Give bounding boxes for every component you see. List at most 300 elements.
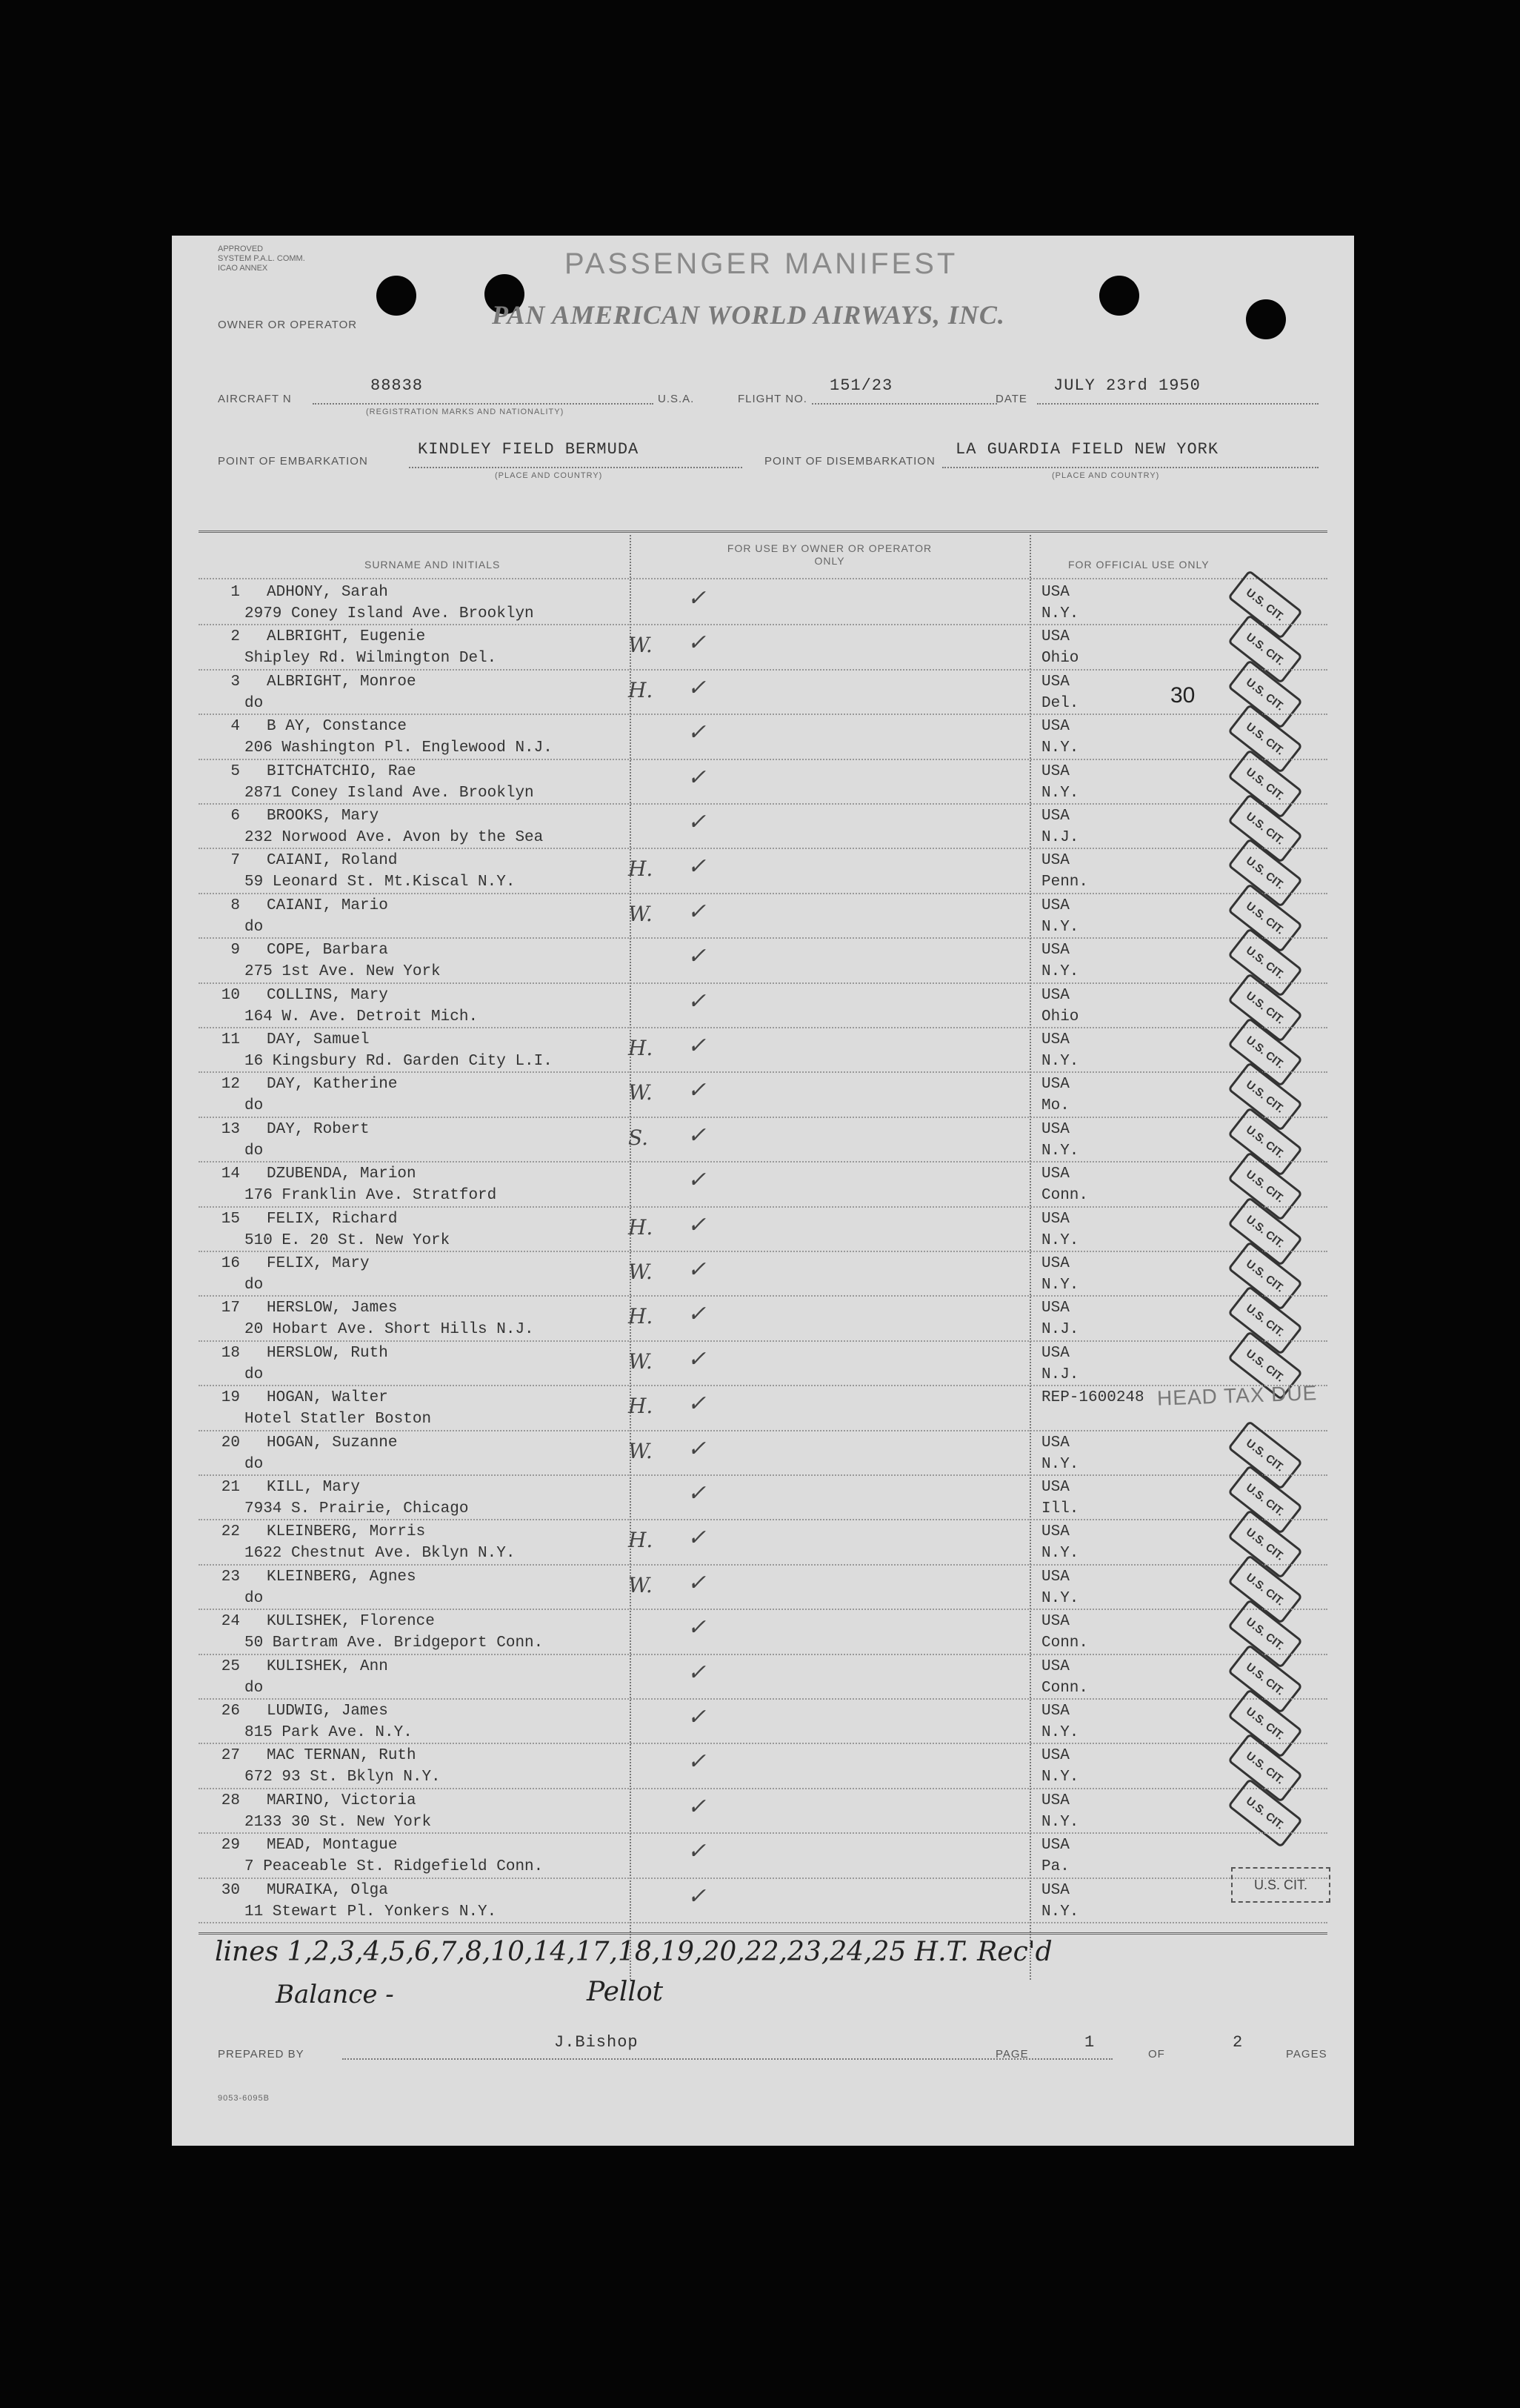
passenger-number: 29 <box>221 1837 240 1855</box>
check-mark-icon: ✓ <box>687 1614 707 1641</box>
passenger-row <box>199 1386 1324 1431</box>
passenger-address: do <box>244 918 264 936</box>
passenger-number: 13 <box>221 1120 240 1138</box>
passenger-address: 16 Kingsbury Rd. Garden City L.I. <box>244 1053 553 1070</box>
passenger-nationality: USA <box>1041 584 1070 601</box>
check-mark-icon: ✓ <box>687 809 707 835</box>
passenger-row <box>199 1879 1324 1923</box>
prepared-label: PREPARED BY <box>218 2048 304 2061</box>
passenger-number: 30 <box>221 1881 240 1899</box>
check-mark-icon: ✓ <box>687 1838 707 1865</box>
operator-mark: W. <box>628 1080 653 1105</box>
check-mark-icon: ✓ <box>687 1033 707 1059</box>
approved-line: SYSTEM P.A.L. COMM. <box>218 254 305 263</box>
passenger-residence: Conn. <box>1041 1187 1089 1205</box>
passenger-number: 15 <box>221 1210 240 1228</box>
passenger-nationality: USA <box>1041 1837 1070 1855</box>
passenger-number: 20 <box>221 1434 240 1451</box>
passenger-nationality: USA <box>1041 1344 1070 1362</box>
passenger-residence: Conn. <box>1041 1634 1089 1652</box>
us-cit-stamp: U.S. CIT. <box>1227 1554 1303 1624</box>
passenger-nationality: USA <box>1041 986 1070 1004</box>
underline <box>812 403 997 405</box>
check-mark-icon: ✓ <box>687 1167 707 1194</box>
operator-mark: W. <box>628 901 653 926</box>
passenger-address: 50 Bartram Ave. Bridgeport Conn. <box>244 1634 544 1652</box>
passenger-residence: Ill. <box>1041 1500 1079 1517</box>
passenger-row <box>199 671 1324 715</box>
passenger-residence: N.Y. <box>1041 1231 1079 1249</box>
us-cit-stamp: U.S. CIT. <box>1227 1599 1303 1669</box>
passenger-nationality: USA <box>1041 1120 1070 1138</box>
passenger-row <box>199 1610 1324 1654</box>
embark-caption: (PLACE AND COUNTRY) <box>495 471 603 480</box>
us-cit-stamp: U.S. CIT. <box>1227 1107 1303 1177</box>
passenger-name: HOGAN, Walter <box>267 1389 388 1407</box>
passenger-number: 5 <box>230 762 240 780</box>
operator-mark: W. <box>628 633 653 658</box>
passenger-nationality: USA <box>1041 718 1070 736</box>
us-cit-stamp: U.S. CIT. <box>1227 1062 1303 1131</box>
passenger-row <box>199 1700 1324 1744</box>
passenger-row <box>199 805 1324 849</box>
passenger-name: CAIANI, Roland <box>267 852 398 870</box>
passenger-row <box>199 1252 1324 1297</box>
passenger-address: 275 1st Ave. New York <box>244 963 441 981</box>
passenger-name: DAY, Robert <box>267 1120 370 1138</box>
passenger-row <box>199 1431 1324 1476</box>
passenger-nationality: USA <box>1041 1657 1070 1675</box>
col-surname: SURNAME AND INITIALS <box>364 559 501 571</box>
passenger-nationality: USA <box>1041 1747 1070 1765</box>
check-mark-icon: ✓ <box>687 1749 707 1775</box>
us-cit-stamp: U.S. CIT. <box>1227 1196 1303 1265</box>
passenger-row <box>199 1520 1324 1565</box>
us-cit-stamp-flat: U.S. CIT. <box>1231 1867 1330 1903</box>
us-cit-stamp: U.S. CIT. <box>1227 972 1303 1042</box>
us-cit-stamp: U.S. CIT. <box>1227 1331 1303 1400</box>
check-mark-icon: ✓ <box>687 1659 707 1686</box>
operator-mark: W. <box>628 1572 653 1597</box>
us-cit-stamp: U.S. CIT. <box>1227 1643 1303 1713</box>
operator-mark: W. <box>628 1438 653 1463</box>
passenger-number: 11 <box>221 1031 240 1048</box>
check-mark-icon: ✓ <box>687 898 707 925</box>
check-mark-icon: ✓ <box>687 1793 707 1820</box>
passenger-residence: N.Y. <box>1041 1455 1079 1473</box>
passenger-row <box>199 581 1324 625</box>
check-mark-icon: ✓ <box>687 1704 707 1730</box>
passenger-residence: N.Y. <box>1041 605 1079 622</box>
us-cit-stamp: U.S. CIT. <box>1227 748 1303 818</box>
operator-mark: W. <box>628 1260 653 1284</box>
passenger-address: Hotel Statler Boston <box>244 1411 432 1428</box>
passenger-name: MAC TERNAN, Ruth <box>267 1747 416 1765</box>
passenger-nationality: USA <box>1041 762 1070 780</box>
flight-label: FLIGHT NO. <box>738 393 807 405</box>
passenger-address: 1622 Chestnut Ave. Bklyn N.Y. <box>244 1545 516 1563</box>
passenger-address: 232 Norwood Ave. Avon by the Sea <box>244 829 544 846</box>
passenger-name: DAY, Katherine <box>267 1076 398 1094</box>
check-mark-icon: ✓ <box>687 1211 707 1238</box>
passenger-address: 2979 Coney Island Ave. Brooklyn <box>244 605 534 622</box>
passenger-residence: N.Y. <box>1041 1769 1079 1786</box>
passenger-name: COLLINS, Mary <box>267 986 388 1004</box>
date-value: JULY 23rd 1950 <box>1053 376 1201 395</box>
approved-note <box>218 245 305 273</box>
passenger-nationality: USA <box>1041 808 1070 825</box>
passenger-nationality: USA <box>1041 942 1070 959</box>
passenger-nationality: USA <box>1041 1613 1070 1631</box>
prepared-value: J.Bishop <box>554 2033 639 2052</box>
passenger-row <box>199 1297 1324 1341</box>
aircraft-label: AIRCRAFT N <box>218 393 292 405</box>
passenger-name: DZUBENDA, Marion <box>267 1165 416 1183</box>
passenger-row <box>199 715 1324 759</box>
passenger-number: 9 <box>230 942 240 959</box>
check-mark-icon: ✓ <box>687 1569 707 1596</box>
page-label: PAGE <box>996 2048 1029 2061</box>
owner-label: OWNER OR OPERATOR <box>218 319 358 331</box>
passenger-nationality: USA <box>1041 1434 1070 1451</box>
passenger-name: CAIANI, Mario <box>267 897 388 914</box>
passenger-residence: N.Y. <box>1041 739 1079 757</box>
operator-mark: H. <box>628 1036 653 1060</box>
passenger-address: 2871 Coney Island Ave. Brooklyn <box>244 784 534 802</box>
disembark-value: LA GUARDIA FIELD NEW YORK <box>956 440 1219 459</box>
us-cit-stamp: U.S. CIT. <box>1227 1733 1303 1803</box>
passenger-number: 19 <box>221 1389 240 1407</box>
passenger-nationality: USA <box>1041 1165 1070 1183</box>
check-mark-icon: ✓ <box>687 674 707 701</box>
check-mark-icon: ✓ <box>687 764 707 791</box>
passenger-row <box>199 1073 1324 1117</box>
passenger-address: 164 W. Ave. Detroit Mich. <box>244 1008 479 1025</box>
col-owner-use: FOR USE BY OWNER OR OPERATOR ONLY <box>727 542 933 567</box>
us-cit-stamp: U.S. CIT. <box>1227 794 1303 863</box>
passenger-residence: N.Y. <box>1041 918 1079 936</box>
passenger-nationality: USA <box>1041 1568 1070 1586</box>
pages-label: PAGES <box>1286 2048 1327 2061</box>
us-cit-stamp: U.S. CIT. <box>1227 1465 1303 1534</box>
passenger-name: BITCHATCHIO, Rae <box>267 762 416 780</box>
passenger-name: MEAD, Montague <box>267 1837 398 1855</box>
passenger-row <box>199 1163 1324 1207</box>
operator-mark: H. <box>628 1304 653 1329</box>
passenger-nationality: USA <box>1041 628 1070 646</box>
passenger-residence: N.Y. <box>1041 1724 1079 1741</box>
check-mark-icon: ✓ <box>687 1077 707 1104</box>
passenger-name: KLEINBERG, Morris <box>267 1523 426 1541</box>
passenger-name: ALBRIGHT, Eugenie <box>267 628 426 646</box>
passenger-address: 20 Hobart Ave. Short Hills N.J. <box>244 1321 534 1339</box>
embark-label: POINT OF EMBARKATION <box>218 455 368 468</box>
passenger-nationality: REP-1600248 <box>1041 1389 1144 1407</box>
approved-line: APPROVED <box>218 245 264 253</box>
passenger-nationality: USA <box>1041 897 1070 914</box>
passenger-row <box>199 1789 1324 1834</box>
passenger-residence: N.J. <box>1041 1366 1079 1383</box>
passenger-nationality: USA <box>1041 1031 1070 1048</box>
passenger-address: 815 Park Ave. N.Y. <box>244 1724 413 1741</box>
operator-mark: H. <box>628 1214 653 1240</box>
passenger-residence: Ohio <box>1041 1008 1079 1025</box>
official-note: 30 <box>1170 683 1196 708</box>
passenger-name: ALBRIGHT, Monroe <box>267 673 416 691</box>
passenger-residence: N.J. <box>1041 829 1079 846</box>
us-cit-stamp: U.S. CIT. <box>1227 614 1303 684</box>
passenger-residence: N.Y. <box>1041 963 1079 981</box>
flight-value: 151/23 <box>830 376 893 395</box>
embark-value: KINDLEY FIELD BERMUDA <box>418 440 639 459</box>
passenger-number: 3 <box>230 673 240 691</box>
lines-note: lines 1,2,3,4,5,6,7,8,10,14,17,18,19,20,22,23,24,25 H.T. Rec'd <box>215 1937 1053 1967</box>
passenger-address: 59 Leonard St. Mt.Kiscal N.Y. <box>244 874 516 891</box>
operator-mark: H. <box>628 857 653 882</box>
check-mark-icon: ✓ <box>687 1346 707 1372</box>
usa-label: U.S.A. <box>658 393 695 405</box>
row-divider <box>199 1922 1327 1923</box>
passenger-address: 2133 30 St. New York <box>244 1813 432 1831</box>
passenger-residence: N.Y. <box>1041 1903 1079 1920</box>
page-value: 1 <box>1084 2033 1096 2052</box>
us-cit-stamp: U.S. CIT. <box>1227 1017 1303 1087</box>
passenger-address: 7 Peaceable St. Ridgefield Conn. <box>244 1858 544 1876</box>
passenger-residence: N.Y. <box>1041 784 1079 802</box>
us-cit-stamp: U.S. CIT. <box>1227 928 1303 997</box>
passenger-address: Shipley Rd. Wilmington Del. <box>244 650 497 668</box>
passenger-residence: Conn. <box>1041 1679 1089 1697</box>
passenger-residence: Del. <box>1041 694 1079 712</box>
operator-mark: H. <box>628 1394 653 1419</box>
passenger-address: 206 Washington Pl. Englewood N.J. <box>244 739 553 757</box>
check-mark-icon: ✓ <box>687 585 707 611</box>
disembark-caption: (PLACE AND COUNTRY) <box>1052 471 1160 480</box>
table-top-rule <box>199 531 1327 535</box>
passenger-name: KLEINBERG, Agnes <box>267 1568 416 1586</box>
passenger-row <box>199 1342 1324 1386</box>
operator-mark: S. <box>628 1125 649 1150</box>
check-mark-icon: ✓ <box>687 1435 707 1462</box>
passenger-nationality: USA <box>1041 1479 1070 1496</box>
passenger-number: 21 <box>221 1479 240 1496</box>
passenger-nationality: USA <box>1041 1300 1070 1317</box>
manifest-paper <box>172 236 1354 2146</box>
us-cit-stamp: U.S. CIT. <box>1227 838 1303 908</box>
passenger-residence: Mo. <box>1041 1097 1070 1115</box>
passenger-name: KILL, Mary <box>267 1479 361 1496</box>
us-cit-stamp: U.S. CIT. <box>1227 659 1303 729</box>
passenger-number: 28 <box>221 1792 240 1809</box>
of-value: 2 <box>1233 2033 1244 2052</box>
passenger-name: BROOKS, Mary <box>267 808 379 825</box>
operator-mark: W. <box>628 1348 653 1374</box>
signature: Pellot <box>587 1977 664 2007</box>
passenger-residence: N.Y. <box>1041 1589 1079 1607</box>
passenger-number: 17 <box>221 1300 240 1317</box>
passenger-number: 12 <box>221 1076 240 1094</box>
us-cit-stamp: U.S. CIT. <box>1227 570 1303 639</box>
passenger-number: 27 <box>221 1747 240 1765</box>
check-mark-icon: ✓ <box>687 1257 707 1283</box>
passenger-number: 23 <box>221 1568 240 1586</box>
passenger-row <box>199 1834 1324 1878</box>
passenger-nationality: USA <box>1041 673 1070 691</box>
date-label: DATE <box>996 393 1027 405</box>
us-cit-stamp: U.S. CIT. <box>1227 1509 1303 1579</box>
passenger-row <box>199 1655 1324 1700</box>
row-divider <box>199 578 1327 579</box>
passenger-address: do <box>244 1277 264 1294</box>
us-cit-stamp: U.S. CIT. <box>1227 1420 1303 1489</box>
head-tax-stamp: HEAD TAX DUE <box>1156 1381 1318 1410</box>
passenger-row <box>199 625 1324 670</box>
passenger-address: 11 Stewart Pl. Yonkers N.Y. <box>244 1903 497 1920</box>
passenger-number: 1 <box>230 584 240 601</box>
passenger-name: ADHONY, Sarah <box>267 584 388 601</box>
underline <box>1037 403 1319 405</box>
passenger-name: DAY, Samuel <box>267 1031 370 1048</box>
passenger-nationality: USA <box>1041 852 1070 870</box>
us-cit-stamp: U.S. CIT. <box>1227 704 1303 774</box>
approved-line: ICAO ANNEX <box>218 264 268 273</box>
passenger-row <box>199 760 1324 805</box>
passenger-address: 176 Franklin Ave. Stratford <box>244 1187 497 1205</box>
passenger-nationality: USA <box>1041 1792 1070 1809</box>
operator-mark: H. <box>628 1528 653 1553</box>
us-cit-stamp: U.S. CIT. <box>1227 1286 1303 1355</box>
us-cit-stamp: U.S. CIT. <box>1227 883 1303 953</box>
passenger-row <box>199 1744 1324 1789</box>
check-mark-icon: ✓ <box>687 1883 707 1909</box>
passenger-address: 7934 S. Prairie, Chicago <box>244 1500 469 1517</box>
us-cit-stamp: U.S. CIT. <box>1227 1241 1303 1311</box>
underline <box>313 403 653 405</box>
passenger-number: 7 <box>230 852 240 870</box>
passenger-number: 6 <box>230 808 240 825</box>
underline <box>942 467 1319 468</box>
company-name: PAN AMERICAN WORLD AIRWAYS, INC. <box>492 300 1005 330</box>
passenger-row <box>199 849 1324 894</box>
passenger-number: 18 <box>221 1344 240 1362</box>
check-mark-icon: ✓ <box>687 719 707 746</box>
passenger-number: 25 <box>221 1657 240 1675</box>
passenger-nationality: USA <box>1041 1523 1070 1541</box>
us-cit-stamp: U.S. CIT. <box>1227 1778 1303 1848</box>
passenger-address: do <box>244 694 264 712</box>
passenger-residence: N.Y. <box>1041 1053 1079 1070</box>
check-mark-icon: ✓ <box>687 1525 707 1551</box>
passenger-nationality: USA <box>1041 1076 1070 1094</box>
passenger-residence: N.Y. <box>1041 1545 1079 1563</box>
passenger-row <box>199 1118 1324 1163</box>
check-mark-icon: ✓ <box>687 988 707 1014</box>
balance-note: Balance - <box>276 1980 394 2009</box>
passenger-address: do <box>244 1097 264 1115</box>
passenger-address: do <box>244 1142 264 1160</box>
passenger-number: 22 <box>221 1523 240 1541</box>
punch-hole <box>1099 276 1139 316</box>
passenger-nationality: USA <box>1041 1210 1070 1228</box>
registration-caption: (REGISTRATION MARKS AND NATIONALITY) <box>366 408 564 416</box>
us-cit-stamp: U.S. CIT. <box>1227 1151 1303 1221</box>
passenger-name: FELIX, Richard <box>267 1210 398 1228</box>
passenger-number: 26 <box>221 1703 240 1720</box>
passenger-name: KULISHEK, Florence <box>267 1613 435 1631</box>
passenger-row <box>199 1476 1324 1520</box>
check-mark-icon: ✓ <box>687 854 707 880</box>
passenger-nationality: USA <box>1041 1255 1070 1272</box>
passenger-address: 672 93 St. Bklyn N.Y. <box>244 1769 441 1786</box>
punch-hole <box>376 276 416 316</box>
passenger-name: COPE, Barbara <box>267 942 388 959</box>
check-mark-icon: ✓ <box>687 1122 707 1148</box>
passenger-name: MARINO, Victoria <box>267 1792 416 1809</box>
punch-hole <box>1246 299 1286 339</box>
passenger-row <box>199 894 1324 939</box>
of-label: OF <box>1148 2048 1165 2061</box>
col-official-use: FOR OFFICIAL USE ONLY <box>1068 559 1210 571</box>
passenger-number: 2 <box>230 628 240 646</box>
passenger-name: MURAIKA, Olga <box>267 1881 388 1899</box>
passenger-number: 8 <box>230 897 240 914</box>
passenger-address: do <box>244 1455 264 1473</box>
passenger-address: do <box>244 1589 264 1607</box>
passenger-residence: N.Y. <box>1041 1813 1079 1831</box>
form-title: PASSENGER MANIFEST <box>564 247 959 280</box>
aircraft-value: 88838 <box>370 376 424 395</box>
passenger-nationality: USA <box>1041 1703 1070 1720</box>
passenger-residence: Pa. <box>1041 1858 1070 1876</box>
check-mark-icon: ✓ <box>687 630 707 656</box>
check-mark-icon: ✓ <box>687 943 707 970</box>
passenger-name: HOGAN, Suzanne <box>267 1434 398 1451</box>
passenger-address: do <box>244 1679 264 1697</box>
passenger-name: KULISHEK, Ann <box>267 1657 388 1675</box>
check-mark-icon: ✓ <box>687 1301 707 1328</box>
passenger-row <box>199 1208 1324 1252</box>
passenger-residence: N.Y. <box>1041 1277 1079 1294</box>
passenger-number: 10 <box>221 986 240 1004</box>
passenger-number: 4 <box>230 718 240 736</box>
us-cit-stamp: U.S. CIT. <box>1227 1689 1303 1758</box>
check-mark-icon: ✓ <box>687 1391 707 1417</box>
operator-mark: H. <box>628 677 653 702</box>
passenger-number: 24 <box>221 1613 240 1631</box>
passenger-name: FELIX, Mary <box>267 1255 370 1272</box>
passenger-nationality: USA <box>1041 1881 1070 1899</box>
check-mark-icon: ✓ <box>687 1480 707 1506</box>
passenger-residence: Ohio <box>1041 650 1079 668</box>
passenger-number: 16 <box>221 1255 240 1272</box>
passenger-name: HERSLOW, Ruth <box>267 1344 388 1362</box>
passenger-number: 14 <box>221 1165 240 1183</box>
passenger-row <box>199 984 1324 1028</box>
passenger-name: B AY, Constance <box>267 718 407 736</box>
underline <box>409 467 742 468</box>
passenger-address: 510 E. 20 St. New York <box>244 1231 450 1249</box>
passenger-name: LUDWIG, James <box>267 1703 388 1720</box>
passenger-residence: N.J. <box>1041 1321 1079 1339</box>
passenger-row <box>199 1566 1324 1610</box>
disembark-label: POINT OF DISEMBARKATION <box>764 455 936 468</box>
passenger-row <box>199 1028 1324 1073</box>
passenger-row <box>199 939 1324 983</box>
form-number: 9053-6095B <box>218 2094 270 2103</box>
passenger-address: do <box>244 1366 264 1383</box>
passenger-name: HERSLOW, James <box>267 1300 398 1317</box>
passenger-residence: Penn. <box>1041 874 1089 891</box>
